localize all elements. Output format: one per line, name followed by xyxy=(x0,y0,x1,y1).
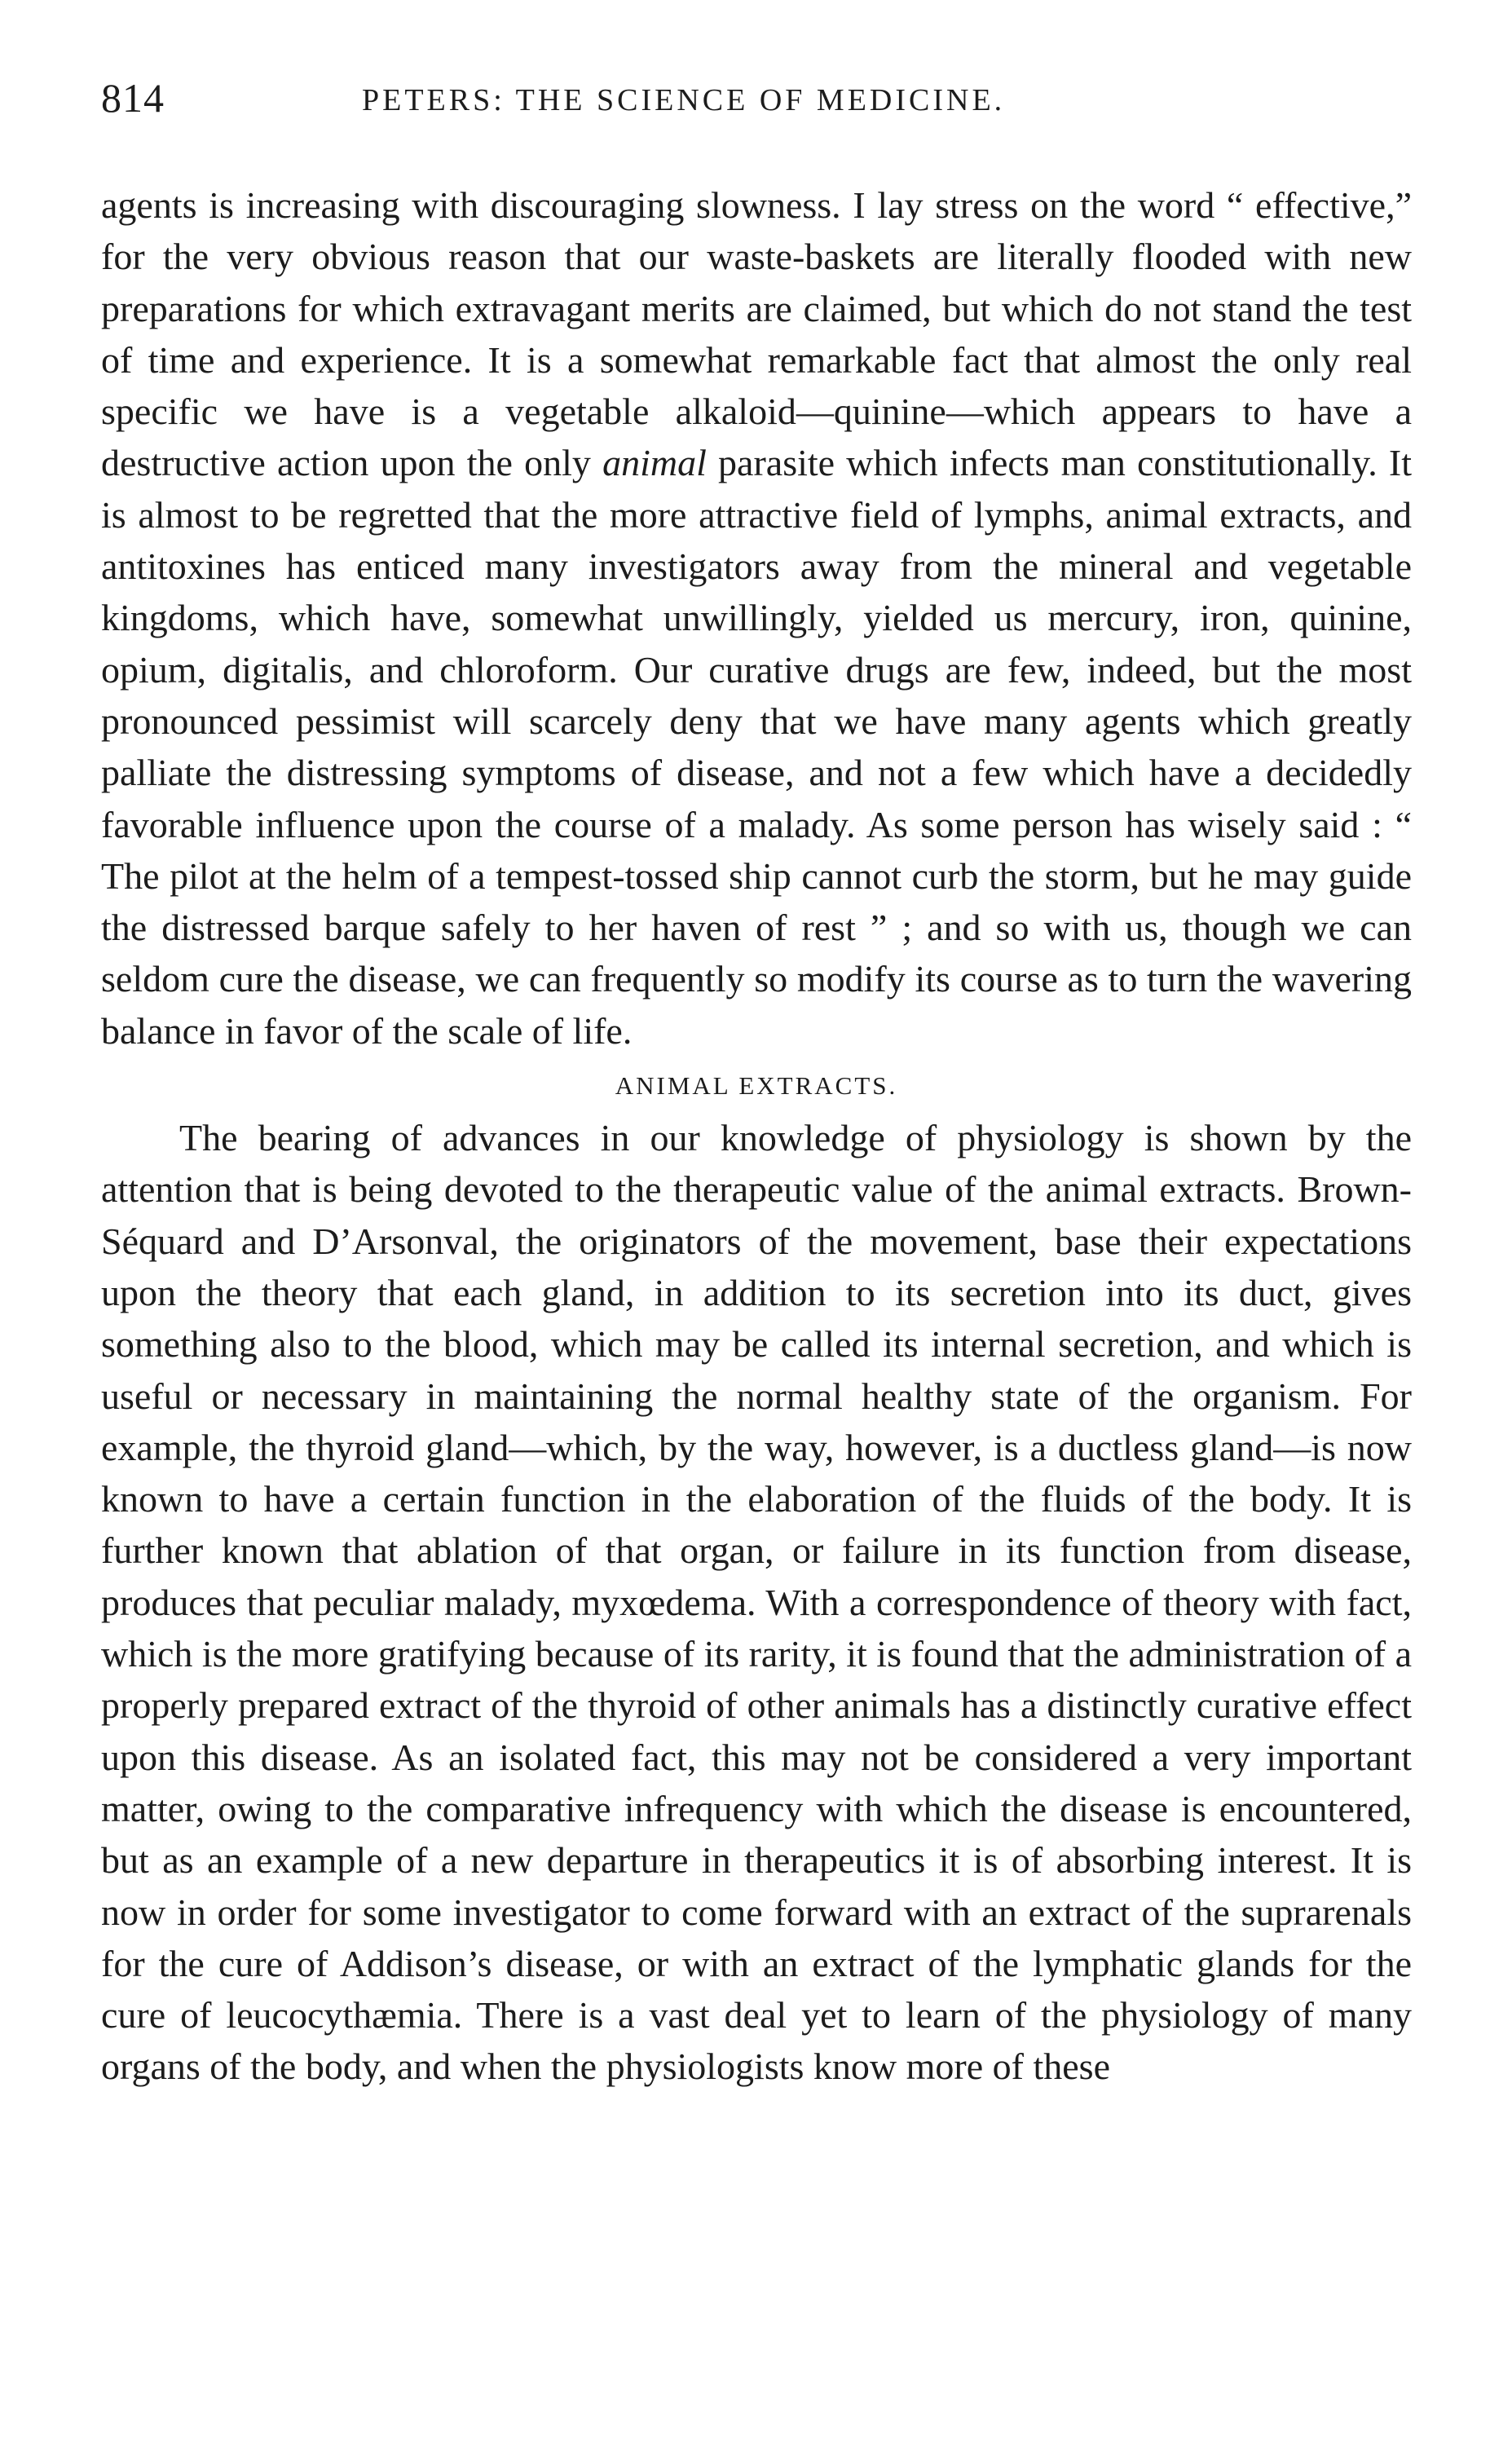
section-heading: ANIMAL EXTRACTS. xyxy=(615,1071,898,1101)
running-head xyxy=(101,73,1412,147)
emphasis-animal: animal xyxy=(602,442,707,484)
running-title: PETERS: THE SCIENCE OF MEDICINE. xyxy=(362,83,1006,117)
paragraph-1-text-b: parasite which infects man constitutionally. It is almost to be regretted that the more attractive field of lymphs, animal extracts, and antitoxines has enticed many investigators away from the mineral and vegetable kingdoms, which have, somewhat unwillingly, yielded us mercury, iron, quinine, opium, digitalis, and chloroform. Our curative drugs are few, indeed, but the most pronounced pessimist will scarcely deny that we have many agents which greatly palliate the distressing symptoms of disease, and not a few which have a decidedly favorable influence upon the course of a malady. As some person has wisely said : “ The pilot at the helm of a tempest-tossed ship cannot curb the storm, but he may guide the distressed barque safely to her haven of rest ” ; and so with us, though we can seldom cure the disease, we can frequently so modify its course as to turn the wavering balance in favor of the scale of life. xyxy=(101,442,1412,1052)
document-page xyxy=(101,73,1412,2093)
paragraph-1 xyxy=(101,179,1412,1057)
paragraph-2: The bearing of advances in our knowledge of physiology is shown by the attention that is being devoted to the therapeutic value of the animal extracts. Brown-Séquard and D’Arsonval, the originators of the movement, base their expectations upon the theory that each gland, in addition to its secretion into its duct, gives something also to the blood, which may be called its internal secretion, and which is useful or necessary in maintaining the normal healthy state of the organism. For example, the thyroid gland—which, by the way, however, is a ductless gland—is now known to have a certain function in the elaboration of the fluids of the body. It is further known that ablation of that organ, or failure in its function from disease, produces that peculiar malady, myxœdema. With a correspondence of theory with fact, which is the more gratifying because of its rarity, it is found that the administration of a properly prepared extract of the thyroid of other animals has a distinctly curative effect upon this disease. As an isolated fact, this may not be considered a very important matter, owing to the comparative infrequency with which the disease is encountered, but as an example of a new departure in therapeutics it is of absorbing interest. It is now in order for some investigator to come forward with an extract of the suprarenals for the cure of Addison’s disease, or with an extract of the lymphatic glands for the cure of leucocythæmia. There is a vast deal yet to learn of the physiology of many organs of the body, and when the physiologists know more of these xyxy=(101,1117,1412,2088)
page-number: 814 xyxy=(101,75,165,121)
paragraph-1-text-a: agents is increasing with discouraging slowness. I lay stress on the word “ effective,” for the very obvious reason that our waste-baskets are literally flooded with new preparations for which extravagant merits are claimed, but which do not stand the test of time and experience. It is a somewhat remarkable fact that almost the only real specific we have is a vegetable alkaloid—quinine—which appears to have a destructive action upon the only xyxy=(101,184,1412,484)
body-text xyxy=(101,179,1412,2093)
